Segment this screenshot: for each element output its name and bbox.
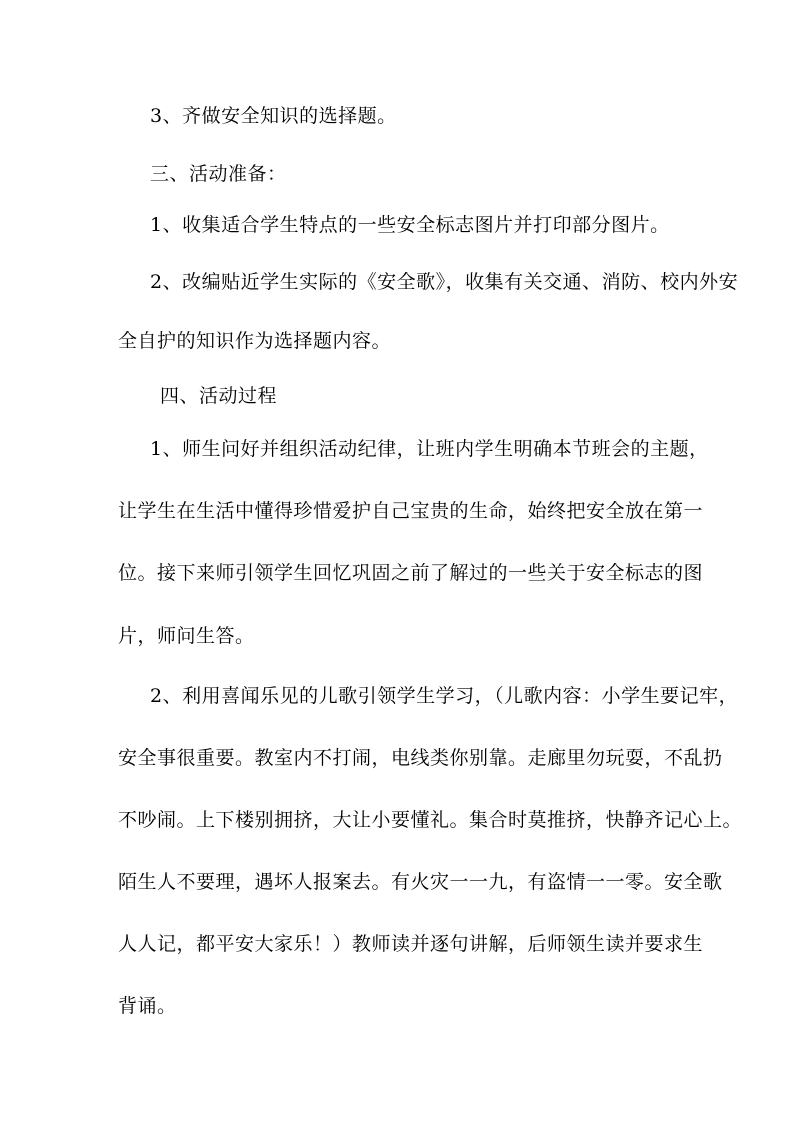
process-item-2-line-1: 2、利用喜闻乐见的儿歌引领学生学习，（儿歌内容：小学生要记牢， — [150, 685, 739, 707]
section-heading-activity-preparation: 三、活动准备： — [150, 163, 287, 185]
process-item-1-line-4: 片，师问生答。 — [118, 625, 255, 647]
process-item-2-line-6: 背诵。 — [118, 995, 177, 1017]
process-item-1-line-1: 1、师生问好并组织活动纪律，让班内学生明确本节班会的主题， — [150, 438, 709, 460]
process-item-2-line-4: 陌生人不要理，遇坏人报案去。有火灾一一九，有盗情一一零。安全歌 — [118, 871, 723, 893]
process-item-2-line-2: 安全事很重要。教室内不打闹，电线类你别靠。走廊里勿玩耍，不乱扔 — [118, 747, 723, 769]
process-item-1-line-3: 位。接下来师引领学生回忆巩固之前了解过的一些关于安全标志的图 — [118, 562, 704, 584]
list-item-3-choice-questions: 3、齐做安全知识的选择题。 — [150, 105, 397, 127]
prep-item-2-line-2: 全自护的知识作为选择题内容。 — [118, 330, 392, 352]
section-heading-activity-process: 四、活动过程 — [160, 385, 278, 407]
process-item-2-line-3: 不吵闹。上下楼别拥挤，大让小要懂礼。集合时莫推挤，快静齐记心上。 — [118, 809, 743, 831]
prep-item-2-line-1: 2、改编贴近学生实际的《安全歌》，收集有关交通、消防、校内外安 — [150, 271, 739, 293]
prep-item-1: 1、收集适合学生特点的一些安全标志图片并打印部分图片。 — [150, 214, 670, 236]
process-item-2-line-5: 人人记，都平安大家乐！）教师读并逐句讲解，后师领生读并要求生 — [118, 933, 704, 955]
process-item-1-line-2: 让学生在生活中懂得珍惜爱护自己宝贵的生命，始终把安全放在第一 — [118, 500, 704, 522]
